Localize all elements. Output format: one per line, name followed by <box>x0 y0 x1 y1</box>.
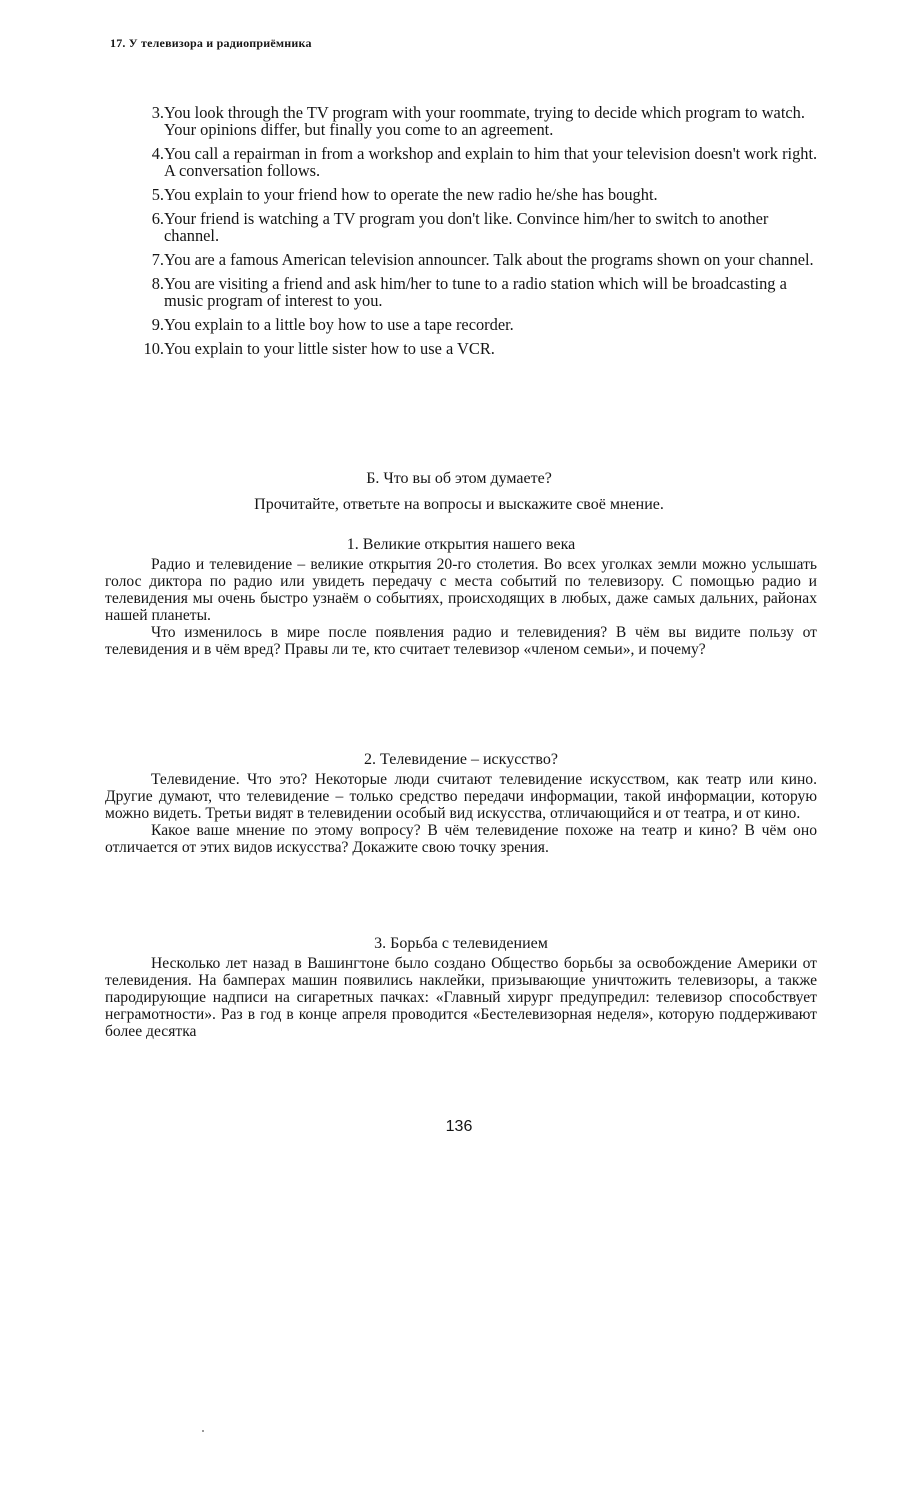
topic-great-discoveries <box>105 536 817 658</box>
topic-paragraph: Телевидение. Что это? Некоторые люди считают телевидение искусством, как театр или кино. Другие думают, что телевидение – только средство передачи информации, такой информации, которую можно видеть. Третьи видят в телевидении особый вид искусства, отличающийся и от театра, и от кино. <box>105 771 817 822</box>
exercise-text: You are a famous American television announcer. Talk about the programs shown on your channel. <box>164 250 814 269</box>
topic-paragraph: Что изменилось в мире после появления радио и телевидения? В чём вы видите пользу от телевидения и в чём вред? Правы ли те, кто считает телевизор «членом семьи», и почему? <box>105 624 817 658</box>
exercise-number: 5. <box>151 185 164 204</box>
exercise-item <box>108 104 820 138</box>
topic-paragraph: Радио и телевидение – великие открытия 20-го столетия. Во всех уголках земли можно услышать голос диктора по радио или увидеть передачу с места событий по телевизору. С помощью радио и телевидения мы очень быстро узнаём о событиях, происходящих в любых, даже самых дальних, районах нашей планеты. <box>105 556 817 624</box>
exercise-item <box>108 275 820 309</box>
exercise-number: 3. <box>151 103 164 122</box>
exercise-text: You explain to your little sister how to use a VCR. <box>164 339 495 358</box>
exercise-text: You are visiting a friend and ask him/her to tune to a radio station which will be broadcasting a music program of interest to you. <box>164 274 787 310</box>
exercise-number: 10. <box>143 339 164 358</box>
exercise-item <box>108 145 820 179</box>
page-number: 136 <box>445 1118 473 1135</box>
exercise-text: Your friend is watching a TV program you don't like. Convince him/her to switch to another channel. <box>164 209 769 245</box>
exercise-number: 8. <box>151 274 164 293</box>
exercise-number: 6. <box>151 209 164 228</box>
exercise-number: 4. <box>151 144 164 163</box>
running-head: 17. У телевизора и радиоприёмника <box>110 36 312 50</box>
topic-title: 1. Великие открытия нашего века <box>346 536 576 553</box>
exercise-number: 7. <box>151 250 164 269</box>
topic-title: 3. Борьба с телевидением <box>374 935 548 952</box>
scan-speck <box>202 1430 204 1432</box>
topic-title: 2. Телевидение – искусство? <box>364 751 558 768</box>
exercise-text: You explain to your friend how to operate the new radio he/she has bought. <box>164 185 658 204</box>
section-title: Б. Что вы об этом думаете? <box>366 470 552 487</box>
exercise-text: You look through the TV program with your roommate, trying to decide which program to watch. Your opinions differ, but finally you come to an agreement. <box>164 103 805 139</box>
exercise-item <box>108 316 820 333</box>
exercise-item <box>108 251 820 268</box>
exercise-item <box>108 210 820 244</box>
exercise-item <box>108 340 820 357</box>
exercise-item <box>108 186 820 203</box>
exercise-number: 9. <box>151 315 164 334</box>
exercise-text: You call a repairman in from a workshop and explain to him that your television doesn't work right. A conversation follows. <box>164 144 818 180</box>
topic-tv-art <box>105 751 817 856</box>
topic-fight-with-tv <box>105 935 817 1040</box>
exercise-text: You explain to a little boy how to use a tape recorder. <box>164 315 514 334</box>
exercise-list <box>108 104 820 364</box>
topic-paragraph: Какое ваше мнение по этому вопросу? В чём телевидение похоже на театр и кино? В чём оно отличается от этих видов искусства? Докажите свою точку зрения. <box>105 822 817 856</box>
section-instruction: Прочитайте, ответьте на вопросы и выскажите своё мнение. <box>254 496 664 513</box>
topic-paragraph: Несколько лет назад в Вашингтоне было создано Общество борьбы за освобождение Америки от телевидения. На бамперах машин появились наклейки, призывающие уничтожить телевизоры, а также пародирующие надписи на сигаретных пачках: «Главный хирург предупредил: телевизор способствует неграмотности». Раз в год в конце апреля проводится «Бестелевизорная неделя», которую поддерживают более десятка <box>105 955 817 1040</box>
